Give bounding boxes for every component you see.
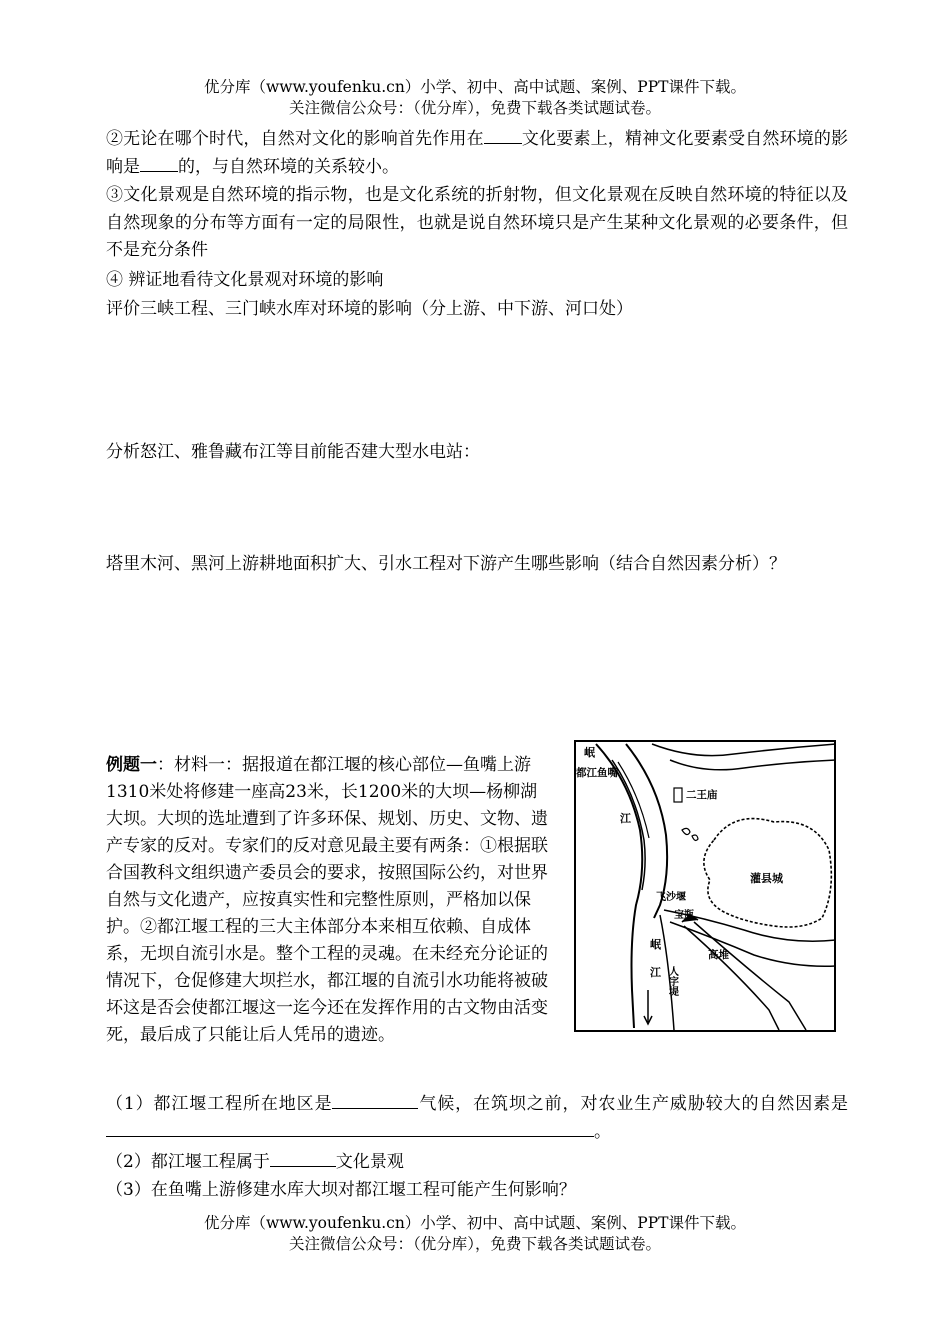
- example-material: [106, 752, 554, 1049]
- q2-part-b: 文化景观: [335, 1152, 404, 1172]
- footer-line-2: 关注微信公众号：（优分库），免费下载各类试题试卷。: [288, 1235, 661, 1253]
- paragraph-dialectical: ④ 辨证地看待文化景观对环境的影响: [106, 270, 384, 290]
- dujiangyan-map: [574, 740, 836, 1032]
- question-3: （3）在鱼嘴上游修建水库大坝对都江堰工程可能产生何影响？: [106, 1180, 576, 1200]
- q1-blank-factor: [106, 1120, 594, 1137]
- question-tarim: 塔里木河、黑河上游耕地面积扩大、引水工程对下游产生哪些影响（结合自然因素分析）？: [106, 554, 786, 574]
- q1-part-c: 。: [594, 1121, 611, 1142]
- blank-2: [140, 155, 178, 172]
- label-renzidi: 人字堤: [666, 966, 678, 996]
- question-nujiang: 分析怒江、雅鲁藏布江等目前能否建大型水电站：: [106, 442, 480, 462]
- label-jiang-top: 江: [620, 812, 631, 825]
- example-text: ：材料一：据报道在都江堰的核心部位—鱼嘴上游1310米处将修建一座高23米，长1200米的大坝—杨柳湖大坝。大坝的选址遭到了许多环保、规划、历史、文物、遗产专家的反对。专家们的反对意见最主要有两条：①根据联合国教科文组织遗产委员会的要求，按照国际公约，对世界自然与文化遗产，应按真实性和完整性原则，严格加以保护。②都江堰工程的三大主体部分本来相互依赖、自成体系，无坝自流引水是。整个工程的灵魂。在未经充分论证的情况下，仓促修建大坝拦水，都江堰的自流引水功能将被破坏这是否会使都江堰这一迄今还在发挥作用的古文物由活变死，最后成了只能让后人凭吊的遗迹。: [106, 755, 548, 1045]
- footer-line-1: 优分库（www.youfenku.cn）小学、初中、高中试题、案例、PPT课件下载。: [203, 1214, 747, 1232]
- label-min-lower: 岷: [650, 938, 661, 951]
- q2-blank: [270, 1150, 336, 1167]
- q2-part-a: （2）都江堰工程属于: [106, 1152, 270, 1172]
- label-guanxian: 灌县城: [750, 872, 783, 885]
- label-baoping: 宝瓶: [674, 910, 694, 921]
- label-yuzui: 都江鱼嘴: [576, 767, 618, 779]
- label-gaodui: 高堆: [708, 949, 729, 961]
- header-line-1: 优分库（www.youfenku.cn）小学、初中、高中试题、案例、PPT课件下载。: [203, 78, 747, 96]
- map-frame: [575, 741, 835, 1031]
- question-1: [106, 1091, 848, 1146]
- p1-part-a: ②无论在哪个时代，自然对文化的影响首先作用在: [106, 129, 484, 149]
- q1-part-b: 气候，在筑坝之前，对农业生产威胁较大的自然因素是: [418, 1094, 849, 1114]
- question-2: [106, 1149, 848, 1177]
- label-min-top: 岷: [584, 746, 595, 759]
- header-line-2: 关注微信公众号：（优分库），免费下载各类试题试卷。: [288, 99, 661, 117]
- question-three-gorges: 评价三峡工程、三门峡水库对环境的影响（分上游、中下游、河口处）: [106, 299, 633, 319]
- label-feishayan: 飞沙堰: [656, 892, 686, 903]
- label-jiang-lower: 江: [650, 966, 661, 979]
- q1-part-a: （1）都江堰工程所在地区是: [106, 1094, 333, 1114]
- q1-blank-climate: [332, 1092, 418, 1109]
- paragraph-landscape-indicator: ③文化景观是自然环境的指示物，也是文化系统的折射物，但文化景观在反映自然环境的特征以及自然现象的分布等方面有一定的局限性，也就是说自然环境只是产生某种文化景观的必要条件，但不是充分条件: [106, 185, 848, 260]
- example-label: 例题一: [106, 755, 157, 775]
- blank-1: [484, 127, 522, 144]
- p1-part-c: 的，与自然环境的关系较小。: [178, 156, 399, 177]
- label-erwang: 二王庙: [686, 789, 718, 801]
- paragraph-natural-influence: [106, 126, 848, 181]
- p1-part-b: 文化要素上，精神文化要素受自然环境的影响是: [106, 129, 849, 177]
